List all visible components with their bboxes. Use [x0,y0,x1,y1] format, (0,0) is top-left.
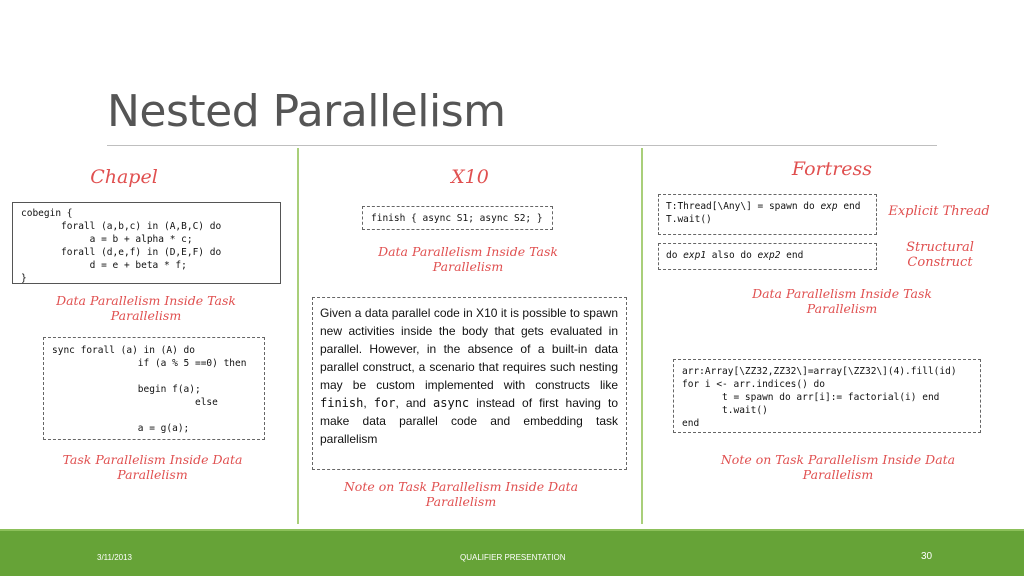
fortress-code-also-exp2: exp2 [757,250,781,261]
fortress-code-thread [658,194,877,235]
fortress-code-also-do: do [666,250,684,261]
x10-paragraph-box [312,297,627,470]
title-divider [107,145,937,146]
x10-separator-1: , [363,396,374,410]
fortress-note-task-in-data: Note on Task Parallelism Inside Data Parallelism [720,452,956,482]
x10-note-task-in-data: Note on Task Parallelism Inside Data Parallelism [343,479,579,509]
footer-page-number: 30 [921,551,933,562]
x10-code-finish: finish { async S1; async S2; } [362,206,553,230]
fortress-label-explicit-thread: Explicit Thread [888,204,990,219]
fortress-code-thread-line2: T.wait() [666,214,712,225]
footer-presentation-title: QUALIFIER PRESENTATION [460,553,566,562]
x10-paragraph-text-2: instead of first having to make data parallel code and embedding task parallelism [320,396,619,446]
fortress-code-also [658,243,877,270]
fortress-label-structural-construct: Structural Construct [906,240,974,270]
chapel-code-cobegin: cobegin { forall (a,b,c) in (A,B,C) do a = b + alpha * c; forall (d,e,f) in (D,E,F) do d = e + beta * f; } [12,202,281,284]
x10-paragraph [320,304,618,448]
x10-separator-2: , and [395,396,434,410]
chapel-heading: Chapel [90,166,158,188]
fortress-code-thread-line1c: end [837,201,861,212]
chapel-code-sync-forall: sync forall (a) in (A) do if (a % 5 ==0) then begin f(a); else a = g(a); [43,337,265,440]
x10-keyword-for: for [373,396,396,410]
x10-paragraph-text-1: Given a data parallel code in X10 it is possible to spawn new activities inside the body that gets evaluated in parallel. However, in the absence of a built-in data parallel construct, a scenario that requires such nesting may be custom implemented with constructs like [320,306,618,392]
fortress-note-data-in-task: Data Parallelism Inside Task Parallelism [752,286,932,316]
chapel-note-data-in-task: Data Parallelism Inside Task Parallelism [56,293,236,323]
fortress-code-thread-exp: exp [820,201,838,212]
chapel-note-task-in-data: Task Parallelism Inside Data Parallelism [62,452,243,482]
x10-keyword-async: async [433,396,470,410]
column-divider-right [641,148,643,524]
fortress-code-thread-line1a: T:Thread[\Any\] = spawn do [666,201,821,212]
fortress-code-also-mid: also do [706,250,758,261]
x10-note-data-in-task: Data Parallelism Inside Task Parallelism [378,244,558,274]
column-divider-left [297,148,299,524]
x10-keyword-finish: finish [320,396,364,410]
footer-date: 3/11/2013 [97,553,132,562]
fortress-code-also-end: end [780,250,804,261]
slide-title: Nested Parallelism [107,86,506,137]
fortress-code-array: arr:Array[\ZZ32,ZZ32\]=array[\ZZ32\](4).fill(id) for i <- arr.indices() do t = spawn do arr[i]:= factorial(i) end t.wait() end [673,359,981,433]
fortress-code-also-exp1: exp1 [683,250,707,261]
fortress-heading: Fortress [791,158,873,180]
x10-heading: X10 [451,166,489,188]
